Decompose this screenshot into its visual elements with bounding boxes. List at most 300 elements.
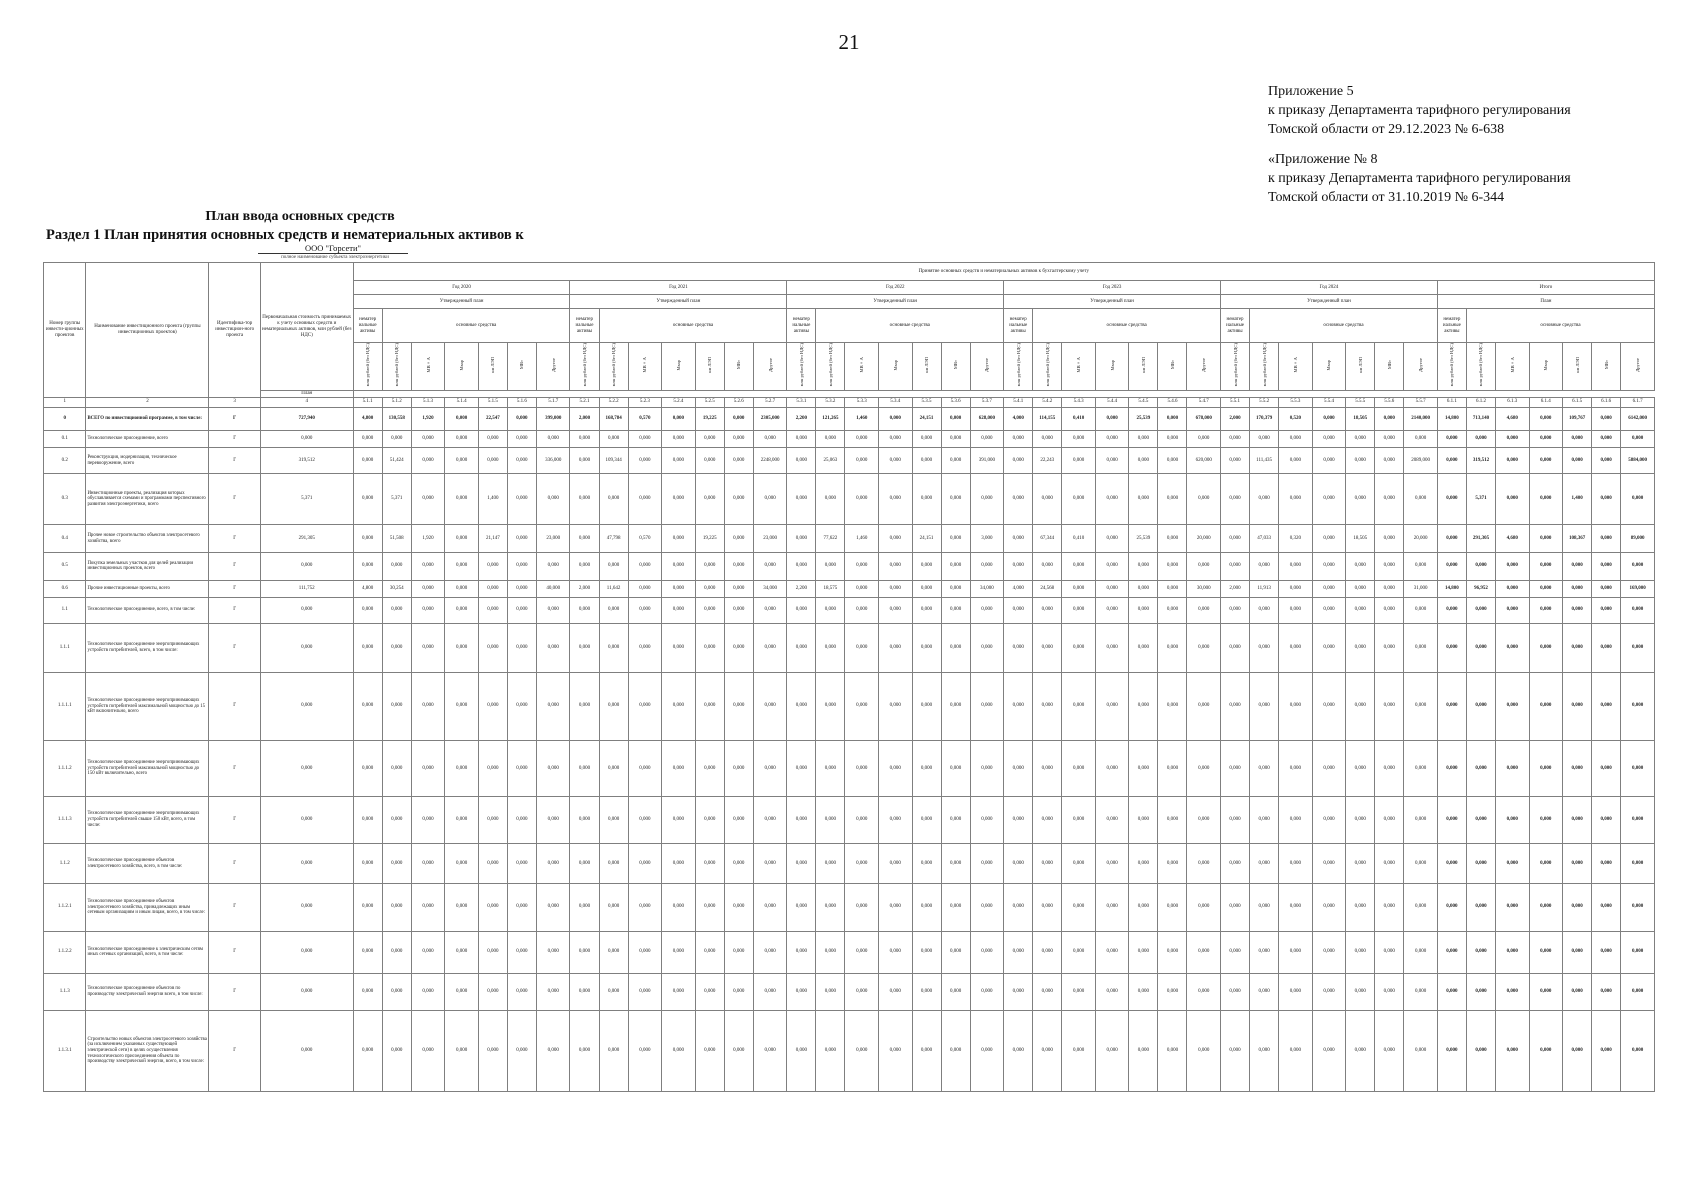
header-unit [411, 343, 445, 391]
row-plan: 0,000 [260, 931, 353, 974]
row-value: 0,000 [1404, 843, 1438, 884]
row-value: 2248,000 [753, 448, 787, 474]
row-value: 0,000 [1033, 741, 1062, 797]
row-value: 0,000 [970, 431, 1004, 448]
row-number: 0.5 [44, 553, 86, 581]
column-number: 5.2.7 [753, 398, 787, 408]
row-plan: 0,000 [260, 843, 353, 884]
column-number: 6.1.4 [1529, 398, 1563, 408]
header-total-plan: План [1437, 295, 1654, 309]
row-value: 0,000 [1312, 931, 1346, 974]
row-value: 0,000 [1312, 1010, 1346, 1091]
row-plan: 727,940 [260, 407, 353, 431]
header-unit [787, 343, 816, 391]
row-value: 0,000 [878, 407, 912, 431]
row-value: 0,000 [941, 553, 970, 581]
header-unit-label: млн рублей (без НДС) [798, 343, 804, 387]
row-value: 0,000 [753, 1010, 787, 1091]
row-value: 0,000 [478, 580, 507, 597]
row-value: 0,000 [507, 931, 536, 974]
row-value: 67,344 [1033, 525, 1062, 553]
row-value: 0,000 [970, 623, 1004, 672]
row-value: 0,000 [878, 553, 912, 581]
header-unit-label: км ЛЭП [1574, 357, 1580, 373]
row-value: 0,000 [845, 553, 879, 581]
row-value: 0,000 [912, 623, 941, 672]
row-value: 0,000 [1004, 597, 1033, 623]
row-value: 109,344 [599, 448, 628, 474]
row-value: 0,000 [662, 525, 696, 553]
row-value: 0,000 [536, 473, 570, 524]
row-value: 0,000 [1158, 796, 1187, 843]
row-value: 0,000 [845, 623, 879, 672]
row-value: 0,000 [941, 525, 970, 553]
row-value: 0,000 [970, 553, 1004, 581]
row-value: 0,000 [1279, 974, 1313, 1010]
row-value: 0,000 [1062, 843, 1096, 884]
header-unit-label: млн рублей (без НДС) [1449, 343, 1455, 387]
row-value: 0,000 [1346, 431, 1375, 448]
row-value: 0,000 [1187, 843, 1221, 884]
row-value: 0,000 [816, 597, 845, 623]
header-intangible: нематер иальные активы [787, 309, 816, 343]
row-value: 0,000 [1187, 672, 1221, 740]
row-value: 0,000 [1062, 473, 1096, 524]
row-value: 0,000 [478, 431, 507, 448]
row-value: 2,000 [1221, 580, 1250, 597]
row-value: 0,000 [1129, 796, 1158, 843]
row-value: 0,000 [1529, 597, 1563, 623]
row-value: 0,000 [1563, 1010, 1592, 1091]
row-value: 0,000 [1529, 974, 1563, 1010]
header-unit [1187, 343, 1221, 391]
header-unit [1466, 343, 1495, 391]
row-value: 0,000 [1004, 884, 1033, 931]
header-intangible: нематер иальные активы [1437, 309, 1466, 343]
header-unit-label: МВт [1386, 360, 1392, 370]
row-value: 0,000 [1466, 931, 1495, 974]
row-value: 0,000 [536, 431, 570, 448]
row-value: 0,000 [816, 796, 845, 843]
row-value: 0,000 [1312, 796, 1346, 843]
header-unit [1095, 343, 1129, 391]
header-unit-label: Мвар [459, 359, 465, 371]
row-value: 0,000 [599, 623, 628, 672]
row-value: 0,000 [1187, 1010, 1221, 1091]
row-value: 0,570 [628, 407, 662, 431]
row-value: 2,000 [1221, 407, 1250, 431]
row-value: 0,000 [445, 623, 479, 672]
row-value: 0,000 [1621, 974, 1655, 1010]
row-identifier: Г [209, 843, 260, 884]
organization-caption: полное наименование субъекта электроэнергетики [281, 255, 389, 260]
row-value: 0,000 [753, 672, 787, 740]
row-value: 1,400 [1563, 473, 1592, 524]
row-value: 0,000 [1466, 843, 1495, 884]
row-value: 0,000 [816, 473, 845, 524]
header-unit [753, 343, 787, 391]
row-value: 0,000 [1221, 884, 1250, 931]
header-unit [1033, 343, 1062, 391]
row-value: 0,000 [411, 843, 445, 884]
header-unit [1062, 343, 1096, 391]
row-value: 4,800 [353, 580, 382, 597]
row-value: 0,000 [1095, 672, 1129, 740]
row-value: 0,000 [753, 431, 787, 448]
row-value: 0,000 [1250, 623, 1279, 672]
row-value: 0,000 [1095, 525, 1129, 553]
row-value: 2,000 [570, 580, 599, 597]
row-value: 0,000 [1592, 448, 1621, 474]
header-year: Год 2024 [1221, 281, 1438, 295]
header-unit [478, 343, 507, 391]
row-value: 0,000 [1495, 431, 1529, 448]
row-value: 0,000 [695, 796, 724, 843]
row-value: 0,000 [445, 1010, 479, 1091]
row-value: 0,000 [724, 884, 753, 931]
appendix-line: к приказу Департамента тарифного регулирования [1268, 171, 1571, 186]
row-value: 0,000 [445, 931, 479, 974]
row-number: 1.1.1.1 [44, 672, 86, 740]
row-value: 0,000 [353, 473, 382, 524]
row-value: 0,000 [1187, 431, 1221, 448]
header-unit-label: МВт [519, 360, 525, 370]
row-value: 0,000 [1095, 580, 1129, 597]
row-value: 0,000 [695, 931, 724, 974]
row-value: 0,000 [1187, 741, 1221, 797]
row-value: 0,000 [628, 741, 662, 797]
row-value: 0,000 [353, 884, 382, 931]
row-value: 0,000 [878, 431, 912, 448]
column-number: 5.5.3 [1279, 398, 1313, 408]
row-value: 0,000 [445, 553, 479, 581]
row-number: 0.3 [44, 473, 86, 524]
row-value: 1,920 [411, 525, 445, 553]
row-value: 2140,000 [1404, 407, 1438, 431]
row-value: 0,000 [1004, 796, 1033, 843]
row-value: 0,000 [536, 597, 570, 623]
row-value: 0,000 [570, 741, 599, 797]
row-value: 0,000 [724, 597, 753, 623]
header-unit-label: км ЛЭП [924, 357, 930, 373]
row-value: 0,000 [1004, 843, 1033, 884]
header-project-name: Наименование инвестиционного проекта (группы инвестиционных проектов) [86, 263, 209, 398]
row-value: 0,000 [1250, 741, 1279, 797]
row-value: 0,000 [845, 741, 879, 797]
row-value: 0,000 [382, 1010, 411, 1091]
column-number: 5.5.5 [1346, 398, 1375, 408]
row-value: 0,000 [1221, 974, 1250, 1010]
row-value: 0,000 [1221, 553, 1250, 581]
row-value: 0,000 [1033, 796, 1062, 843]
row-value: 0,000 [970, 974, 1004, 1010]
row-value: 0,000 [1495, 884, 1529, 931]
row-value: 108,367 [1563, 525, 1592, 553]
row-value: 0,000 [353, 796, 382, 843]
row-value: 0,000 [1279, 741, 1313, 797]
row-value: 620,000 [1187, 448, 1221, 474]
row-value: 0,000 [1062, 1010, 1096, 1091]
column-number: 5.3.7 [970, 398, 1004, 408]
row-value: 25,539 [1129, 525, 1158, 553]
row-value: 0,000 [382, 672, 411, 740]
table-row [44, 623, 1655, 672]
header-unit [1221, 343, 1250, 391]
row-value: 0,000 [695, 553, 724, 581]
row-value: 0,000 [507, 448, 536, 474]
row-value: 20,000 [1187, 525, 1221, 553]
row-value: 0,000 [599, 884, 628, 931]
row-value: 0,000 [1095, 623, 1129, 672]
row-value: 40,000 [536, 580, 570, 597]
row-identifier: Г [209, 974, 260, 1010]
header-unit-label: Другое [1201, 358, 1207, 372]
row-value: 0,000 [1033, 672, 1062, 740]
row-value: 0,000 [1529, 431, 1563, 448]
row-value: 0,000 [1529, 843, 1563, 884]
row-value: 0,000 [1129, 623, 1158, 672]
row-value: 0,000 [878, 1010, 912, 1091]
row-value: 0,000 [1279, 597, 1313, 623]
row-value: 0,000 [1529, 473, 1563, 524]
row-value: 30,254 [382, 580, 411, 597]
row-value: 0,000 [1250, 672, 1279, 740]
row-value: 0,000 [724, 448, 753, 474]
column-number: 5.2.1 [570, 398, 599, 408]
row-plan: 0,000 [260, 431, 353, 448]
row-value: 713,140 [1466, 407, 1495, 431]
header-intangible: нематер иальные активы [1004, 309, 1033, 343]
row-value: 2089,000 [1404, 448, 1438, 474]
header-approved-plan: Утвержденный план [353, 295, 570, 309]
row-value: 0,000 [1404, 1010, 1438, 1091]
header-approved-plan: Утвержденный план [1004, 295, 1221, 309]
header-fixed-assets: основные средства [1250, 309, 1438, 343]
row-value: 0,000 [662, 796, 696, 843]
row-value: 0,000 [1250, 553, 1279, 581]
row-value: 0,000 [1466, 597, 1495, 623]
row-value: 0,000 [570, 884, 599, 931]
header-unit-label: Другое [1635, 358, 1641, 372]
row-value: 0,000 [941, 843, 970, 884]
header-year: Год 2021 [570, 281, 787, 295]
row-number: 0.6 [44, 580, 86, 597]
row-value: 170,379 [1250, 407, 1279, 431]
row-value: 0,000 [628, 553, 662, 581]
row-value: 0,000 [1563, 843, 1592, 884]
row-value: 0,000 [1129, 597, 1158, 623]
table-row [44, 796, 1655, 843]
header-plan: План [260, 391, 353, 398]
row-value: 0,000 [695, 843, 724, 884]
row-value: 0,000 [353, 843, 382, 884]
row-value: 0,000 [1250, 796, 1279, 843]
row-value: 0,000 [1129, 473, 1158, 524]
row-value: 0,000 [1437, 597, 1466, 623]
row-value: 0,000 [1563, 931, 1592, 974]
row-value: 0,000 [1250, 931, 1279, 974]
row-value: 0,000 [1279, 448, 1313, 474]
row-value: 0,000 [1375, 525, 1404, 553]
row-value: 130,558 [382, 407, 411, 431]
row-value: 0,000 [1621, 672, 1655, 740]
row-value: 2,000 [570, 407, 599, 431]
row-value: 0,000 [787, 931, 816, 974]
row-value: 0,000 [1437, 931, 1466, 974]
row-value: 0,000 [411, 597, 445, 623]
row-value: 0,000 [353, 931, 382, 974]
row-value: 0,000 [445, 884, 479, 931]
row-value: 0,000 [1495, 672, 1529, 740]
row-value: 0,000 [1437, 525, 1466, 553]
row-value: 0,000 [970, 931, 1004, 974]
row-value: 0,000 [570, 431, 599, 448]
header-unit-label: Другое [1418, 358, 1424, 372]
column-number: 5.5.2 [1250, 398, 1279, 408]
row-value: 0,000 [695, 672, 724, 740]
row-value: 114,155 [1033, 407, 1062, 431]
row-value: 0,000 [1495, 597, 1529, 623]
row-value: 0,000 [1495, 741, 1529, 797]
column-number: 5.4.6 [1158, 398, 1187, 408]
row-value: 0,000 [1004, 448, 1033, 474]
row-value: 0,000 [1621, 597, 1655, 623]
row-value: 0,000 [1158, 1010, 1187, 1091]
header-unit [1250, 343, 1279, 391]
row-value: 0,000 [1404, 473, 1438, 524]
row-value: 0,000 [1592, 407, 1621, 431]
row-value: 0,000 [353, 525, 382, 553]
row-plan: 111,752 [260, 580, 353, 597]
row-value: 0,000 [1466, 431, 1495, 448]
row-value: 111,435 [1250, 448, 1279, 474]
row-value: 0,000 [1221, 1010, 1250, 1091]
row-identifier: Г [209, 623, 260, 672]
column-number: 6.1.7 [1621, 398, 1655, 408]
row-value: 0,000 [536, 843, 570, 884]
header-unit [1279, 343, 1313, 391]
header-group-number: Номер группы инвести-ционных проектов [44, 263, 86, 398]
row-value: 0,000 [1062, 580, 1096, 597]
appendix-line: к приказу Департамента тарифного регулирования [1268, 103, 1571, 118]
row-plan: 0,000 [260, 553, 353, 581]
header-unit [695, 343, 724, 391]
row-value: 0,000 [878, 931, 912, 974]
row-value: 0,000 [1592, 884, 1621, 931]
row-value: 0,000 [382, 431, 411, 448]
row-value: 0,000 [1592, 741, 1621, 797]
row-value: 0,000 [912, 884, 941, 931]
row-value: 0,000 [1375, 597, 1404, 623]
column-number: 5.1.1 [353, 398, 382, 408]
column-number: 5.1.5 [478, 398, 507, 408]
row-value: 0,000 [536, 974, 570, 1010]
row-value: 0,000 [411, 741, 445, 797]
row-value: 0,000 [1404, 431, 1438, 448]
row-value: 0,000 [1312, 580, 1346, 597]
row-value: 0,000 [1004, 1010, 1033, 1091]
header-unit [662, 343, 696, 391]
row-value: 0,000 [1346, 843, 1375, 884]
row-value: 0,000 [478, 843, 507, 884]
header-unit [1375, 343, 1404, 391]
row-number: 1.1 [44, 597, 86, 623]
row-value: 0,000 [787, 974, 816, 1010]
header-unit-label: Другое [550, 358, 556, 372]
row-value: 0,000 [445, 407, 479, 431]
row-value: 0,000 [1621, 796, 1655, 843]
page-number: 21 [838, 30, 860, 54]
row-value: 30,000 [1187, 580, 1221, 597]
header-unit-label: Мвар [1109, 359, 1115, 371]
row-value: 0,000 [1187, 931, 1221, 974]
row-value: 0,000 [1346, 473, 1375, 524]
row-value: 0,000 [1221, 931, 1250, 974]
row-value: 0,000 [941, 597, 970, 623]
header-unit [1158, 343, 1187, 391]
row-value: 0,000 [1563, 623, 1592, 672]
row-plan: 0,000 [260, 884, 353, 931]
row-value: 0,000 [478, 448, 507, 474]
row-value: 1,400 [478, 473, 507, 524]
row-value: 0,000 [411, 623, 445, 672]
row-value: 0,000 [1033, 843, 1062, 884]
row-value: 0,000 [1592, 473, 1621, 524]
row-value: 0,000 [724, 580, 753, 597]
row-value: 0,000 [912, 473, 941, 524]
header-unit-label: млн рублей (без НДС) [1232, 343, 1238, 387]
header-unit [353, 343, 382, 391]
row-value: 0,000 [1375, 741, 1404, 797]
header-unit-label: млн рублей (без НДС) [1261, 343, 1267, 387]
row-value: 0,000 [1158, 741, 1187, 797]
row-value: 0,000 [1346, 623, 1375, 672]
row-value: 0,000 [1346, 553, 1375, 581]
row-number: 1.1.3.1 [44, 1010, 86, 1091]
row-value: 0,000 [1466, 1010, 1495, 1091]
row-value: 0,000 [1346, 741, 1375, 797]
row-value: 0,000 [536, 741, 570, 797]
row-number: 0 [44, 407, 86, 431]
row-value: 0,000 [912, 974, 941, 1010]
row-value: 0,000 [570, 597, 599, 623]
row-value: 0,000 [816, 884, 845, 931]
header-unit [1312, 343, 1346, 391]
row-value: 319,512 [1466, 448, 1495, 474]
row-value: 0,000 [1563, 741, 1592, 797]
row-value: 0,000 [1062, 431, 1096, 448]
row-value: 14,800 [1437, 407, 1466, 431]
row-value: 0,000 [1062, 796, 1096, 843]
row-value: 0,000 [941, 741, 970, 797]
row-value: 0,000 [1158, 884, 1187, 931]
row-value: 0,000 [478, 672, 507, 740]
row-value: 169,000 [1621, 580, 1655, 597]
header-total: Итого [1437, 281, 1654, 295]
row-value: 0,000 [941, 974, 970, 1010]
row-value: 0,000 [1158, 525, 1187, 553]
row-value: 0,000 [845, 672, 879, 740]
row-value: 0,000 [1004, 623, 1033, 672]
row-name: Реконструкция, модернизация, техническое перевооружение, всего [86, 448, 209, 474]
row-value: 0,000 [724, 931, 753, 974]
row-value: 96,952 [1466, 580, 1495, 597]
row-value: 0,000 [1221, 741, 1250, 797]
row-value: 0,000 [1033, 553, 1062, 581]
row-value: 0,000 [878, 580, 912, 597]
header-unit [1346, 343, 1375, 391]
header-unit [1592, 343, 1621, 391]
